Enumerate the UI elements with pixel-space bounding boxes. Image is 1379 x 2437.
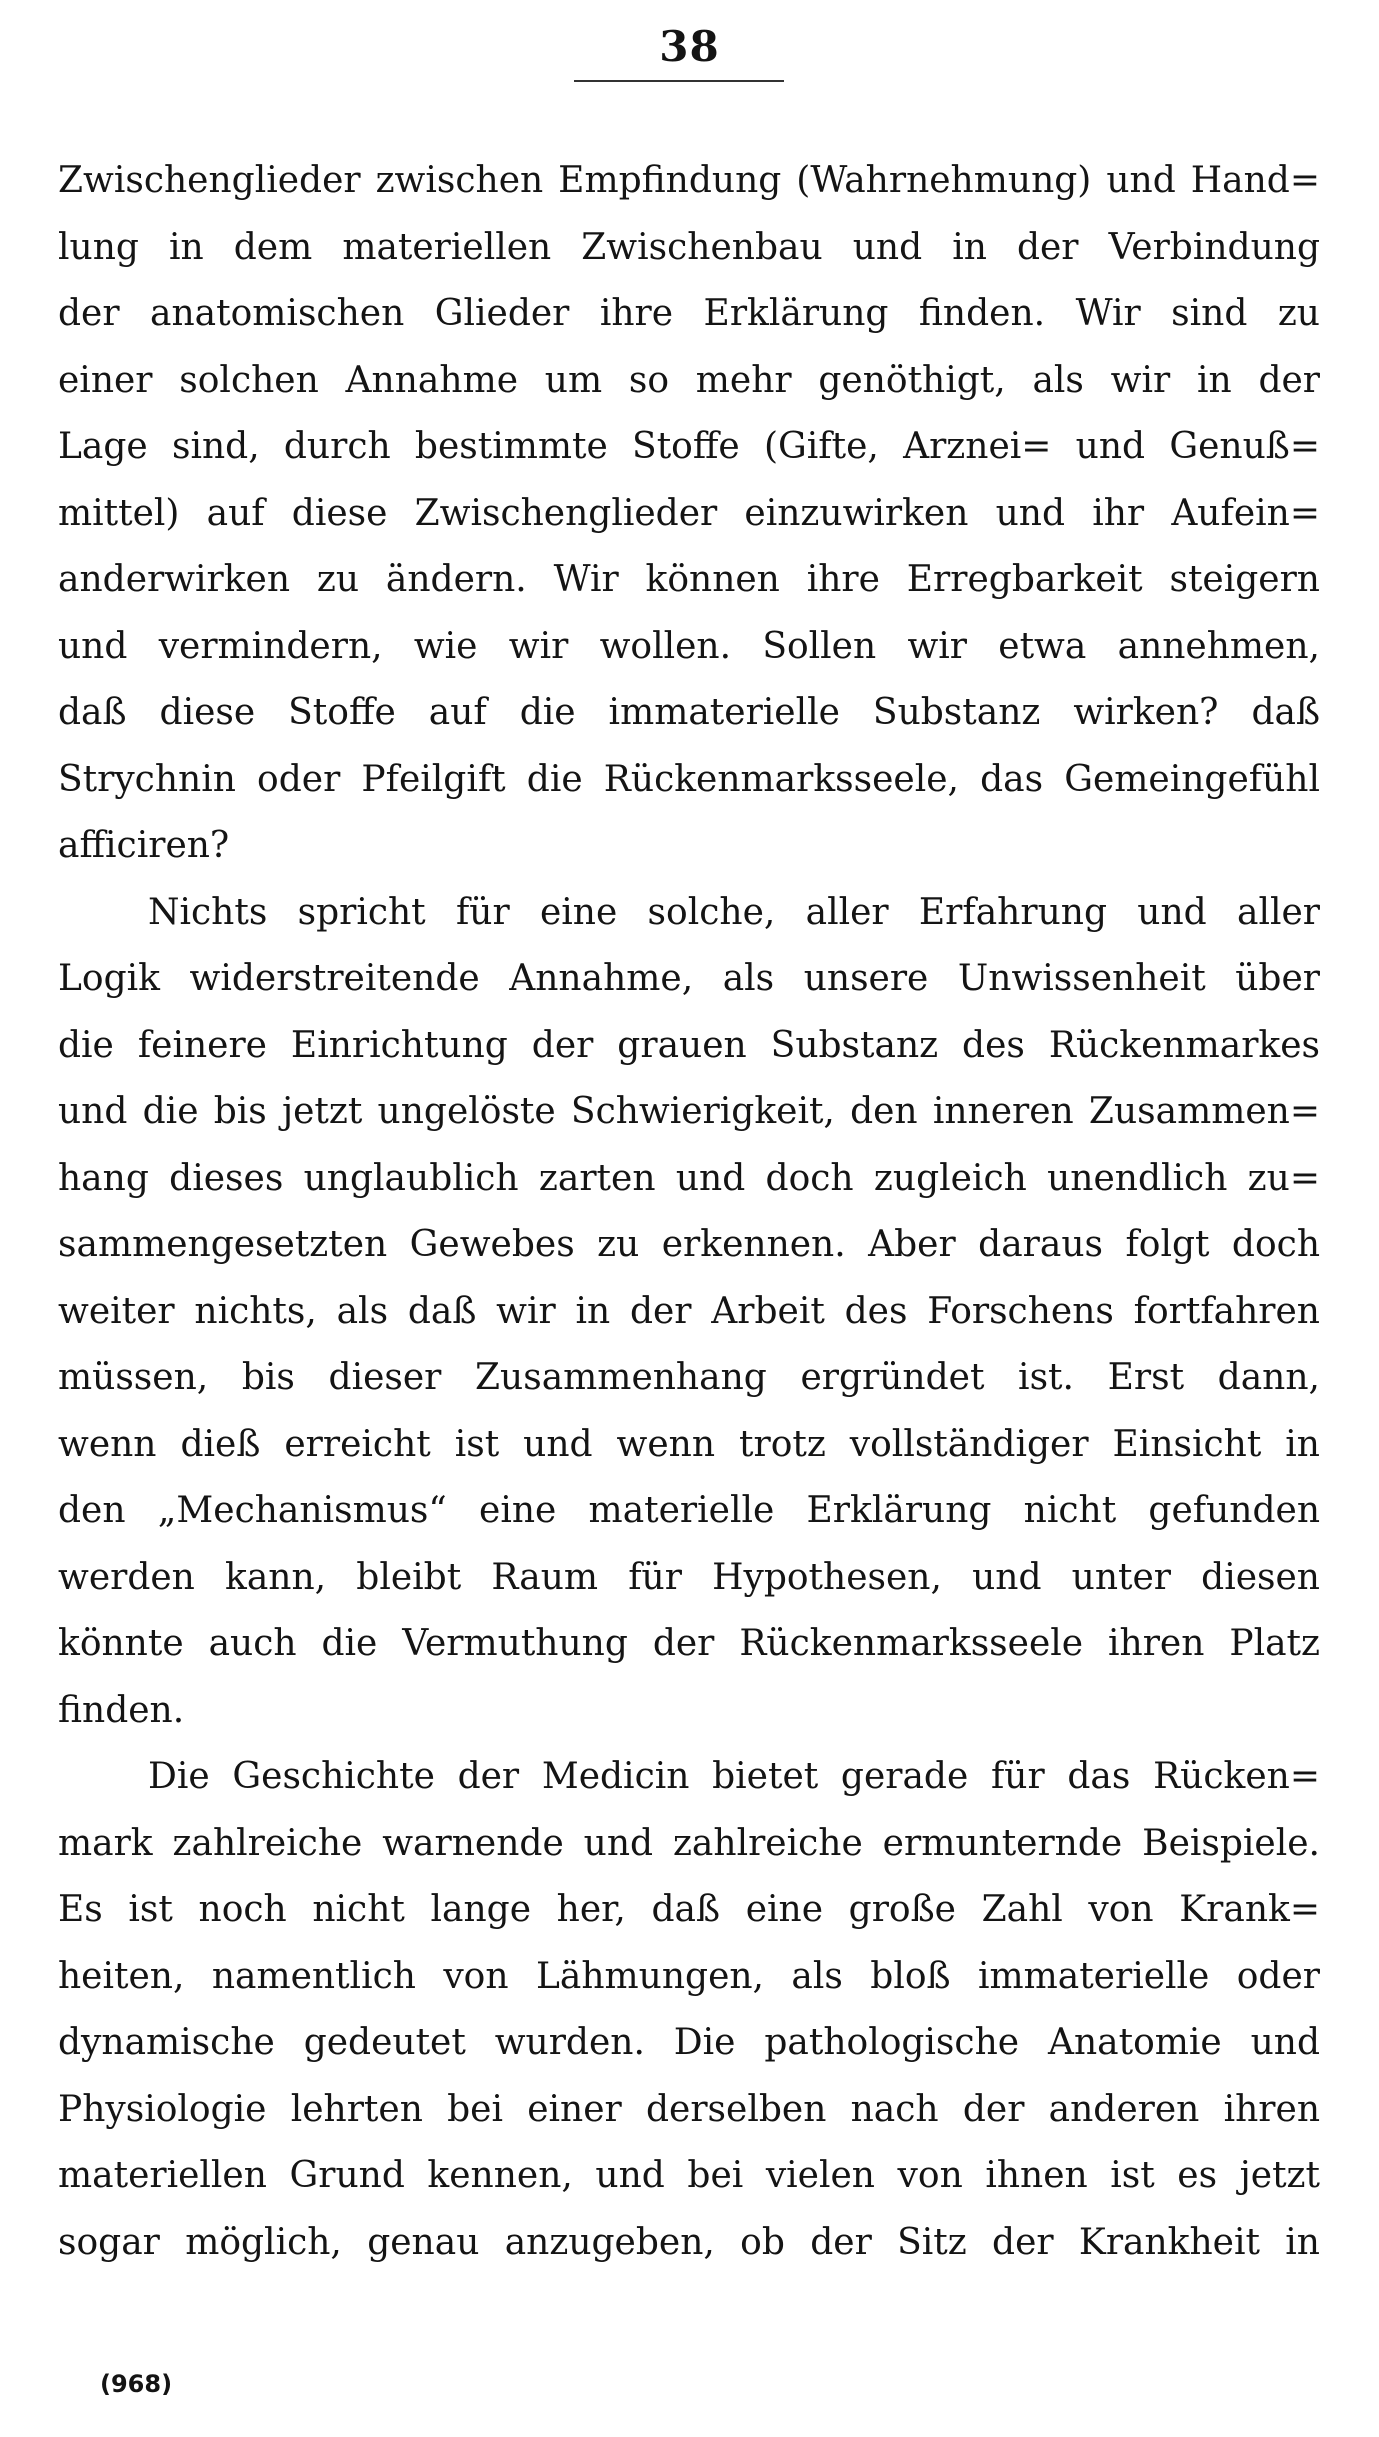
text-line: hang dieses unglaublich zarten und doch zugleich unendlich zu= — [58, 1157, 1320, 1199]
text-line: daß diese Stoffe auf die immaterielle Substanz wirken? daß — [58, 692, 1320, 733]
text-line: müssen, bis dieser Zusammenhang ergründet ist. Erst dann, — [58, 1357, 1320, 1398]
text-line: und vermindern, wie wir wollen. Sollen wir etwa annehmen, — [58, 625, 1320, 667]
text-line: lung in dem materiellen Zwischenbau und in der Verbindung — [58, 226, 1320, 268]
page-number: 38 — [659, 22, 720, 71]
header-rule — [574, 80, 784, 82]
text-line: Zwischenglieder zwischen Empfindung (Wahrnehmung) und Hand= — [58, 160, 1320, 201]
text-line: Physiologie lehrten bei einer derselben nach der anderen ihren — [58, 2088, 1320, 2130]
text-line: den „Mechanismus“ eine materielle Erklärung nicht gefunden — [58, 1490, 1320, 1531]
text-line: Strychnin oder Pfeilgift die Rückenmarksseele, das Gemeingefühl — [58, 758, 1320, 800]
body-text — [58, 148, 1320, 2276]
text-line: sammengesetzten Gewebes zu erkennen. Aber daraus folgt doch — [58, 1224, 1320, 1265]
text-line: mittel) auf diese Zwischenglieder einzuwirken und ihr Aufein= — [58, 492, 1320, 534]
paragraph-3 — [58, 1744, 1320, 2276]
text-line: einer solchen Annahme um so mehr genöthigt, als wir in der — [58, 359, 1320, 401]
text-line: materiellen Grund kennen, und bei vielen von ihnen ist es jetzt — [58, 2155, 1320, 2196]
paragraph-2 — [58, 880, 1320, 1745]
text-line: der anatomischen Glieder ihre Erklärung finden. Wir sind zu — [58, 293, 1320, 334]
text-line: anderwirken zu ändern. Wir können ihre Erregbarkeit steigern — [58, 559, 1320, 600]
text-line: könnte auch die Vermuthung der Rückenmarksseele ihren Platz — [58, 1623, 1320, 1664]
text-line: mark zahlreiche warnende und zahlreiche ermunternde Beispiele. — [58, 1822, 1320, 1864]
text-line: dynamische gedeutet wurden. Die pathologische Anatomie und — [58, 2022, 1320, 2063]
paragraph-1 — [58, 148, 1320, 880]
text-line: sogar möglich, genau anzugeben, ob der Sitz der Krankheit in — [58, 2221, 1320, 2263]
text-line: und die bis jetzt ungelöste Schwierigkeit, den inneren Zusammen= — [58, 1091, 1320, 1132]
text-line: die feinere Einrichtung der grauen Substanz des Rückenmarkes — [58, 1024, 1320, 1066]
text-line: Lage sind, durch bestimmte Stoffe (Gifte, Arznei= und Genuß= — [58, 426, 1320, 467]
text-line: afficiren? — [58, 825, 230, 866]
text-line: Es ist noch nicht lange her, daß eine große Zahl von Krank= — [58, 1889, 1320, 1930]
text-line: werden kann, bleibt Raum für Hypothesen, und unter diesen — [58, 1556, 1320, 1598]
text-line: Nichts spricht für eine solche, aller Erfahrung und aller — [148, 891, 1320, 933]
text-line: finden. — [58, 1689, 185, 1731]
text-line: weiter nichts, als daß wir in der Arbeit des Forschens fortfahren — [58, 1290, 1320, 1332]
text-line: Logik widerstreitende Annahme, als unsere Unwissenheit über — [58, 958, 1320, 999]
text-line: Die Geschichte der Medicin bietet gerade für das Rücken= — [148, 1756, 1320, 1797]
text-line: wenn dieß erreicht ist und wenn trotz vollständiger Einsicht in — [58, 1423, 1320, 1465]
printer-signature: (968) — [100, 2370, 173, 2398]
text-line: heiten, namentlich von Lähmungen, als bloß immaterielle oder — [58, 1955, 1320, 1997]
